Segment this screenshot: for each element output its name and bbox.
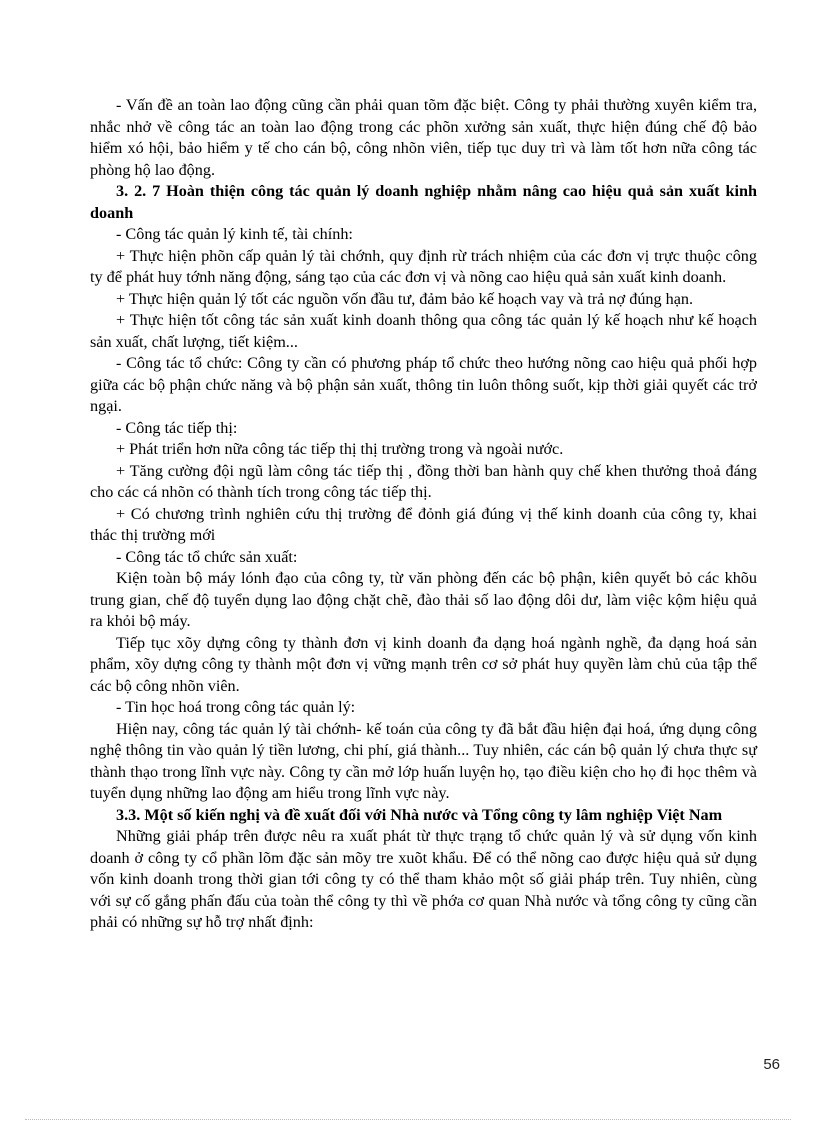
paragraph-organization: - Công tác tổ chức: Công ty cần có phương pháp tổ chức theo hướng nõng cao hiệu quả phối hợp giữa các bộ phận chức năng và bộ phận sản xuất, thông tin luôn thông suốt, kịp thời giải quyết các trở ngại. bbox=[90, 354, 757, 415]
paragraph-it-body: Hiện nay, công tác quản lý tài chớnh- kế toán của công ty đã bắt đầu hiện đại hoá, ứng dụng công nghệ thông tin vào quản lý tiền lương, chi phí, giá thành... Tuy nhiên, các cán bộ quản lý chưa thực sự thành thạo trong lĩnh vực này. Công ty cần mở lớp huấn luyện họ, tạo điều kiện cho họ đi học thêm và tuyển dụng những lao động am hiểu trong lĩnh vực này. bbox=[90, 719, 757, 802]
paragraph-it-title: - Tin học hoá trong công tác quản lý: bbox=[116, 698, 356, 716]
paragraph-finance-3: + Thực hiện tốt công tác sản xuất kinh doanh thông qua công tác quản lý kế hoạch như kế hoạch sản xuất, chất lượng, tiết kiệm... bbox=[90, 311, 757, 351]
paragraph-production-2: Tiếp tục xõy dựng công ty thành đơn vị kinh doanh đa dạng hoá ngành nghề, đa dạng hoá sản phẩm, xõy dựng công ty thành một đơn vị vững mạnh trên cơ sở phát huy quyền làm chủ của tập thể các bộ công nhõn viên. bbox=[90, 633, 757, 695]
document-body bbox=[90, 95, 757, 934]
paragraph-marketing-2: + Tăng cường đội ngũ làm công tác tiếp thị , đồng thời ban hành quy chế khen thưởng thoả đáng cho các cá nhõn có thành tích trong công tác tiếp thị. bbox=[90, 461, 757, 501]
page-number: 56 bbox=[763, 1056, 780, 1073]
paragraph-safety: - Vấn đề an toàn lao động cũng cần phải quan tõm đặc biệt. Công ty phải thường xuyên kiểm tra, nhắc nhở về công tác an toàn lao động trong các phõn xưởng sản xuất, thực hiện đúng chế độ bảo hiểm xó hội, bảo hiểm y tế cho cán bộ, công nhõn viên, tiếp tục duy trì và làm tốt hơn nữa công tác phòng hộ lao động. bbox=[90, 96, 757, 179]
paragraph-conclusion: Những giải pháp trên được nêu ra xuất phát từ thực trạng tổ chức quản lý và sử dụng vốn kinh doanh ở công ty cổ phần lõm đặc sản mõy tre xuõt khẩu. Để có thể nõng cao được hiệu quả sử dụng vốn kinh doanh trong thời gian tới công ty có thể tham khảo một số giải pháp trên. Tuy nhiên, cùng với sự cố gắng phấn đấu của toàn thể công ty thì về phớa cơ quan Nhà nước và tổng công ty cũng cần phải có những sự hỗ trợ nhất định: bbox=[90, 827, 757, 931]
paragraph-finance-title: - Công tác quản lý kinh tế, tài chính: bbox=[116, 225, 353, 243]
paragraph-marketing-1: + Phát triển hơn nữa công tác tiếp thị thị trường trong và ngoài nước. bbox=[116, 440, 564, 458]
paragraph-finance-1: + Thực hiện phõn cấp quản lý tài chớnh, quy định rừ trách nhiệm của các đơn vị trực thuộc công ty để phát huy tớnh năng động, sáng tạo của các đơn vị và nõng cao hiệu quả sản xuất kinh doanh. bbox=[90, 246, 757, 286]
heading-3-2-7: 3. 2. 7 Hoàn thiện công tác quản lý doanh nghiệp nhằm nâng cao hiệu quả sản xuất kinh doanh bbox=[90, 182, 757, 222]
paragraph-finance-2: + Thực hiện quản lý tốt các nguồn vốn đầu tư, đảm bảo kế hoạch vay và trả nợ đúng hạn. bbox=[116, 289, 694, 308]
paragraph-marketing-3: + Có chương trình nghiên cứu thị trường để đỏnh giá đúng vị thế kinh doanh của công ty, khai thác thị trường mới bbox=[90, 504, 757, 544]
paragraph-production-1: Kiện toàn bộ máy lónh đạo của công ty, từ văn phòng đến các bộ phận, kiên quyết bỏ các khõu trung gian, chế độ tuyển dụng lao động chặt chẽ, đào thải số lao động dôi dư, làm việc kộm hiệu quả ra khỏi bộ máy. bbox=[90, 569, 757, 630]
footer-divider bbox=[25, 1119, 791, 1120]
paragraph-production-title: - Công tác tổ chức sản xuất: bbox=[116, 547, 298, 566]
paragraph-marketing-title: - Công tác tiếp thị: bbox=[116, 418, 238, 437]
heading-3-3: 3.3. Một số kiến nghị và đề xuất đối với Nhà nước và Tổng công ty lâm nghiệp Việt Nam bbox=[116, 805, 723, 824]
